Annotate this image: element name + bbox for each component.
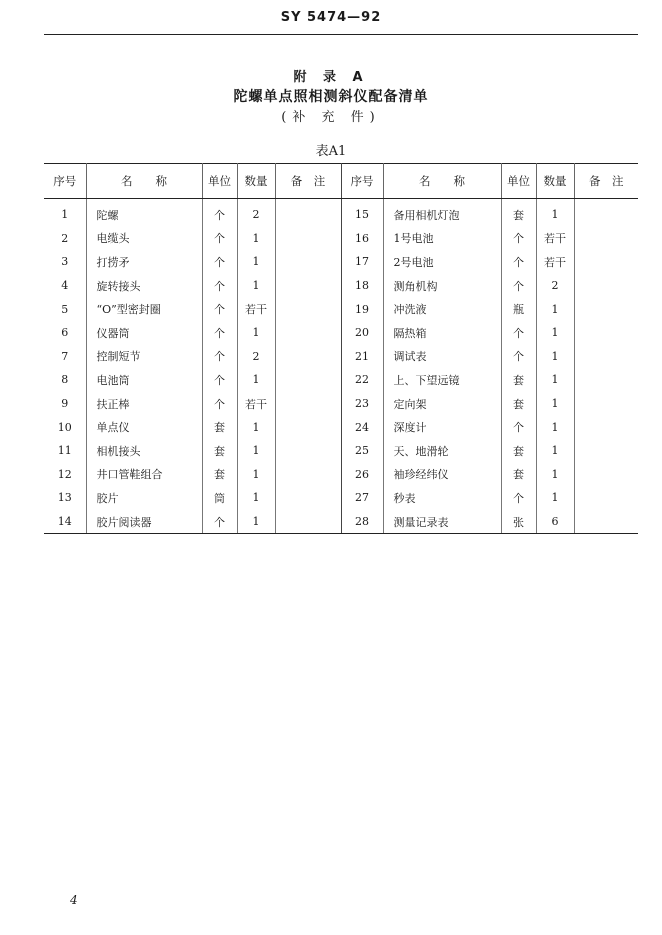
item-number: 21 <box>341 345 383 369</box>
col-header-qty: 数量 <box>536 164 574 199</box>
item-number: 22 <box>341 368 383 392</box>
item-quantity: 1 <box>536 415 574 439</box>
table-row <box>44 199 638 227</box>
item-quantity: 1 <box>237 368 275 392</box>
item-note <box>275 368 341 392</box>
item-number: 16 <box>341 227 383 251</box>
item-unit: 套 <box>202 439 237 463</box>
item-note <box>275 439 341 463</box>
item-quantity: 1 <box>536 199 574 227</box>
item-number: 6 <box>44 321 86 345</box>
item-quantity: 1 <box>536 439 574 463</box>
item-number: 28 <box>341 510 383 534</box>
item-name: 天、地滑轮 <box>383 439 501 463</box>
table-row <box>44 345 638 369</box>
item-quantity: 1 <box>536 321 574 345</box>
item-quantity: 1 <box>237 510 275 534</box>
item-note <box>275 415 341 439</box>
item-note <box>275 463 341 487</box>
item-note <box>574 510 638 534</box>
item-unit: 个 <box>501 250 536 274</box>
item-quantity: 2 <box>536 274 574 298</box>
item-name: 调试表 <box>383 345 501 369</box>
col-header-note: 备 注 <box>574 164 638 199</box>
item-quantity: 若干 <box>536 227 574 251</box>
item-name: 电池筒 <box>86 368 202 392</box>
item-unit: 个 <box>501 321 536 345</box>
item-unit: 套 <box>501 439 536 463</box>
item-unit: 个 <box>501 486 536 510</box>
item-name: 单点仪 <box>86 415 202 439</box>
item-note <box>574 486 638 510</box>
item-name: 仪器筒 <box>86 321 202 345</box>
item-unit: 套 <box>501 392 536 416</box>
appendix-label: 附 录 A <box>293 70 369 85</box>
item-quantity: 1 <box>237 274 275 298</box>
item-number: 15 <box>341 199 383 227</box>
item-unit: 个 <box>501 345 536 369</box>
item-number: 17 <box>341 250 383 274</box>
table-row <box>44 463 638 487</box>
item-note <box>574 415 638 439</box>
item-unit: 张 <box>501 510 536 534</box>
item-number: 5 <box>44 297 86 321</box>
item-quantity: 若干 <box>237 392 275 416</box>
col-header-unit: 单位 <box>202 164 237 199</box>
item-name: 控制短节 <box>86 345 202 369</box>
table-row <box>44 321 638 345</box>
item-name: 胶片 <box>86 486 202 510</box>
col-header-note: 备 注 <box>275 164 341 199</box>
item-name: 袖珍经纬仪 <box>383 463 501 487</box>
table-row <box>44 415 638 439</box>
table-label: 表A1 <box>315 144 347 159</box>
item-number: 11 <box>44 439 86 463</box>
item-number: 10 <box>44 415 86 439</box>
item-number: 27 <box>341 486 383 510</box>
item-unit: 个 <box>202 345 237 369</box>
item-note <box>275 274 341 298</box>
item-number: 4 <box>44 274 86 298</box>
item-number: 24 <box>341 415 383 439</box>
col-header-name: 名 称 <box>383 164 501 199</box>
item-name: 打捞矛 <box>86 250 202 274</box>
item-number: 3 <box>44 250 86 274</box>
table-row <box>44 250 638 274</box>
item-number: 9 <box>44 392 86 416</box>
item-unit: 个 <box>202 510 237 534</box>
item-note <box>275 510 341 534</box>
item-note <box>574 439 638 463</box>
item-note <box>275 392 341 416</box>
item-quantity: 1 <box>237 250 275 274</box>
item-unit: 个 <box>501 274 536 298</box>
item-number: 8 <box>44 368 86 392</box>
item-quantity: 1 <box>536 486 574 510</box>
item-unit: 套 <box>202 463 237 487</box>
equipment-table <box>44 163 638 534</box>
item-quantity: 若干 <box>536 250 574 274</box>
item-note <box>275 321 341 345</box>
item-name: 2号电池 <box>383 250 501 274</box>
item-quantity: 6 <box>536 510 574 534</box>
item-name: “O”型密封圈 <box>86 297 202 321</box>
item-unit: 套 <box>501 368 536 392</box>
col-header-qty: 数量 <box>237 164 275 199</box>
item-number: 19 <box>341 297 383 321</box>
item-unit: 筒 <box>202 486 237 510</box>
header-rule <box>44 34 638 35</box>
item-quantity: 1 <box>536 345 574 369</box>
item-number: 20 <box>341 321 383 345</box>
item-quantity: 2 <box>237 345 275 369</box>
item-number: 25 <box>341 439 383 463</box>
item-name: 测角机构 <box>383 274 501 298</box>
col-header-unit: 单位 <box>501 164 536 199</box>
table-row <box>44 439 638 463</box>
standard-code: SY 5474—92 <box>280 10 382 25</box>
item-note <box>574 368 638 392</box>
item-note <box>574 199 638 227</box>
item-note <box>574 227 638 251</box>
item-quantity: 1 <box>237 415 275 439</box>
item-note <box>574 392 638 416</box>
item-name: 深度计 <box>383 415 501 439</box>
item-number: 26 <box>341 463 383 487</box>
item-name: 相机接头 <box>86 439 202 463</box>
item-note <box>275 199 341 227</box>
item-note <box>574 463 638 487</box>
item-unit: 个 <box>202 250 237 274</box>
item-name: 上、下望远镜 <box>383 368 501 392</box>
item-quantity: 1 <box>237 321 275 345</box>
table-row <box>44 297 638 321</box>
item-number: 7 <box>44 345 86 369</box>
item-unit: 个 <box>202 274 237 298</box>
table-body <box>44 199 638 534</box>
item-unit: 套 <box>501 463 536 487</box>
item-unit: 套 <box>501 199 536 227</box>
item-quantity: 1 <box>237 439 275 463</box>
item-quantity: 1 <box>536 463 574 487</box>
item-note <box>574 345 638 369</box>
item-number: 14 <box>44 510 86 534</box>
item-unit: 瓶 <box>501 297 536 321</box>
table-row <box>44 227 638 251</box>
item-note <box>275 486 341 510</box>
item-quantity: 1 <box>536 392 574 416</box>
item-unit: 套 <box>202 415 237 439</box>
col-header-no: 序号 <box>44 164 86 199</box>
item-number: 23 <box>341 392 383 416</box>
item-unit: 个 <box>202 392 237 416</box>
item-note <box>275 297 341 321</box>
item-note <box>574 297 638 321</box>
item-quantity: 1 <box>237 486 275 510</box>
item-quantity: 2 <box>237 199 275 227</box>
col-header-no: 序号 <box>341 164 383 199</box>
item-unit: 个 <box>501 227 536 251</box>
item-name: 陀螺 <box>86 199 202 227</box>
document-title: 陀螺单点照相测斜仪配备清单 <box>233 89 429 105</box>
table-row <box>44 486 638 510</box>
item-name: 定向架 <box>383 392 501 416</box>
table-row <box>44 510 638 534</box>
item-quantity: 1 <box>536 368 574 392</box>
table-row <box>44 368 638 392</box>
col-header-name: 名 称 <box>86 164 202 199</box>
item-note <box>275 250 341 274</box>
item-name: 冲洗液 <box>383 297 501 321</box>
item-number: 1 <box>44 199 86 227</box>
item-name: 井口管鞋组合 <box>86 463 202 487</box>
item-number: 13 <box>44 486 86 510</box>
item-unit: 个 <box>501 415 536 439</box>
item-quantity: 1 <box>237 463 275 487</box>
table-row <box>44 392 638 416</box>
item-number: 2 <box>44 227 86 251</box>
item-note <box>574 250 638 274</box>
item-name: 隔热箱 <box>383 321 501 345</box>
item-number: 18 <box>341 274 383 298</box>
item-unit: 个 <box>202 321 237 345</box>
item-name: 测量记录表 <box>383 510 501 534</box>
item-name: 扶正棒 <box>86 392 202 416</box>
item-unit: 个 <box>202 368 237 392</box>
item-note <box>275 227 341 251</box>
item-note <box>574 321 638 345</box>
document-subtitle: (补 充 件) <box>281 110 381 125</box>
item-name: 旋转接头 <box>86 274 202 298</box>
item-number: 12 <box>44 463 86 487</box>
item-name: 胶片阅读器 <box>86 510 202 534</box>
item-quantity: 若干 <box>237 297 275 321</box>
item-quantity: 1 <box>536 297 574 321</box>
table-row <box>44 274 638 298</box>
item-name: 电缆头 <box>86 227 202 251</box>
table-header-row <box>44 164 638 199</box>
item-unit: 个 <box>202 227 237 251</box>
item-note <box>275 345 341 369</box>
item-name: 备用相机灯泡 <box>383 199 501 227</box>
page-number: 4 <box>70 893 78 907</box>
item-unit: 个 <box>202 199 237 227</box>
item-name: 秒表 <box>383 486 501 510</box>
item-quantity: 1 <box>237 227 275 251</box>
item-note <box>574 274 638 298</box>
item-name: 1号电池 <box>383 227 501 251</box>
item-unit: 个 <box>202 297 237 321</box>
